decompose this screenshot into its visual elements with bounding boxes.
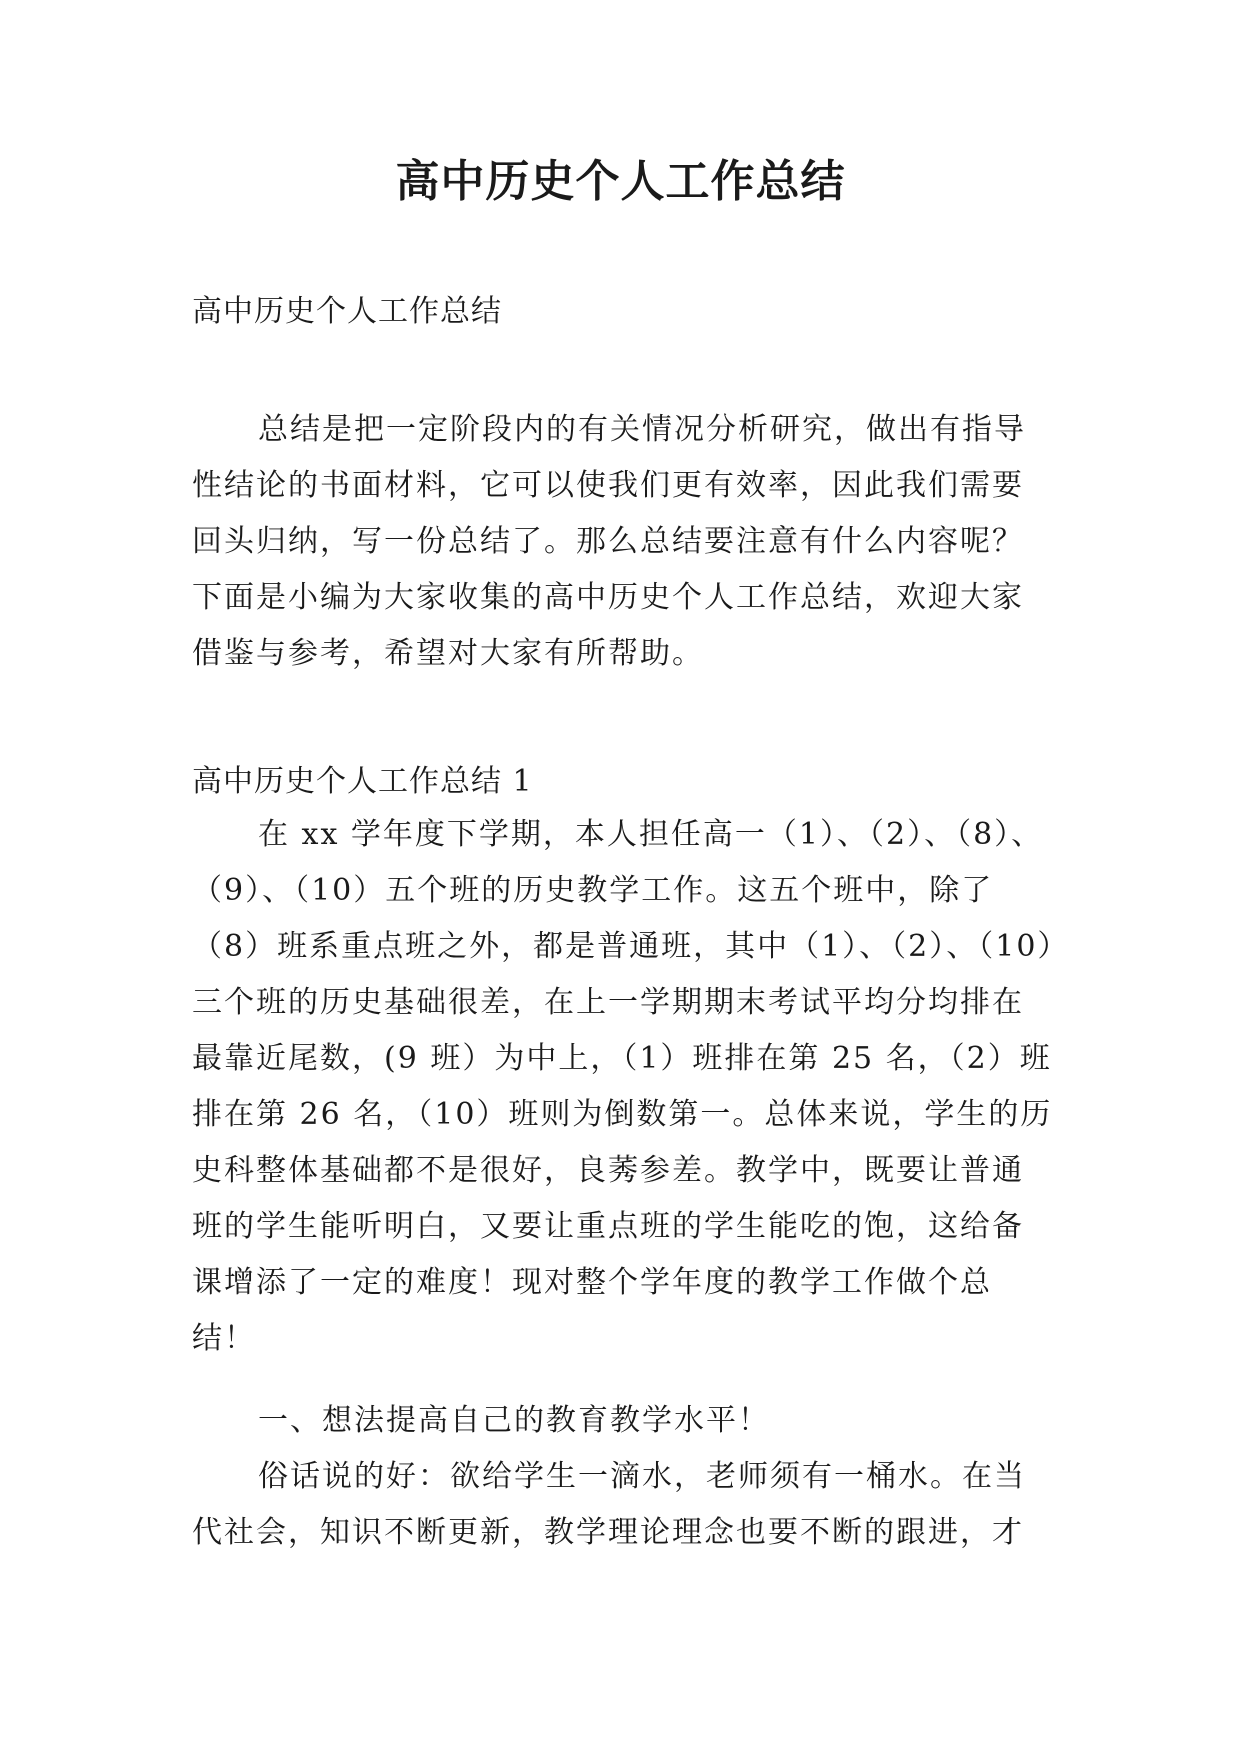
item1-line: 代社会，知识不断更新，教学理论理念也要不断的跟进，才 [192, 1515, 1024, 1550]
body-paragraph [192, 807, 1070, 1367]
intro-line: 下面是小编为大家收集的高中历史个人工作总结，欢迎大家 [192, 580, 1024, 615]
document-subtitle: 高中历史个人工作总结 [192, 294, 502, 329]
body-line: 在 xx 学年度下学期，本人担任高一（1）、（2）、（8）、 [258, 817, 1044, 852]
body-line: 班的学生能听明白，又要让重点班的学生能吃的饱，这给备 [192, 1209, 1024, 1244]
intro-line: 性结论的书面材料，它可以使我们更有效率，因此我们需要 [192, 468, 1024, 503]
body-line: （9）、（10）五个班的历史教学工作。这五个班中，除了 [192, 873, 994, 908]
body-line: 排在第 26 名，（10）班则为倒数第一。总体来说，学生的历 [192, 1097, 1053, 1132]
item1-paragraph [192, 1449, 1052, 1561]
body-line: 三个班的历史基础很差，在上一学期期末考试平均分均排在 [192, 985, 1024, 1020]
intro-line: 借鉴与参考，希望对大家有所帮助。 [192, 636, 704, 671]
body-line: 最靠近尾数，(9 班）为中上，（1）班排在第 25 名，（2）班 [192, 1041, 1052, 1076]
body-line: （8）班系重点班之外，都是普通班，其中（1）、（2）、（10） [192, 929, 1070, 964]
item1-line: 俗话说的好：欲给学生一滴水，老师须有一桶水。在当 [258, 1459, 1026, 1494]
intro-line: 总结是把一定阶段内的有关情况分析研究，做出有指导 [258, 412, 1026, 447]
body-line: 结！ [192, 1321, 256, 1356]
intro-line: 回头归纳，写一份总结了。那么总结要注意有什么内容呢？ [192, 524, 1024, 559]
intro-paragraph [192, 402, 1052, 682]
document-title: 高中历史个人工作总结 [395, 156, 846, 207]
section-heading: 高中历史个人工作总结 1 [192, 764, 533, 799]
item1-heading: 一、想法提高自己的教育教学水平！ [258, 1403, 770, 1438]
body-line: 课增添了一定的难度！现对整个学年度的教学工作做个总 [192, 1265, 992, 1300]
item1-heading-paragraph [192, 1393, 1052, 1449]
body-line: 史科整体基础都不是很好，良莠参差。教学中，既要让普通 [192, 1153, 1024, 1188]
